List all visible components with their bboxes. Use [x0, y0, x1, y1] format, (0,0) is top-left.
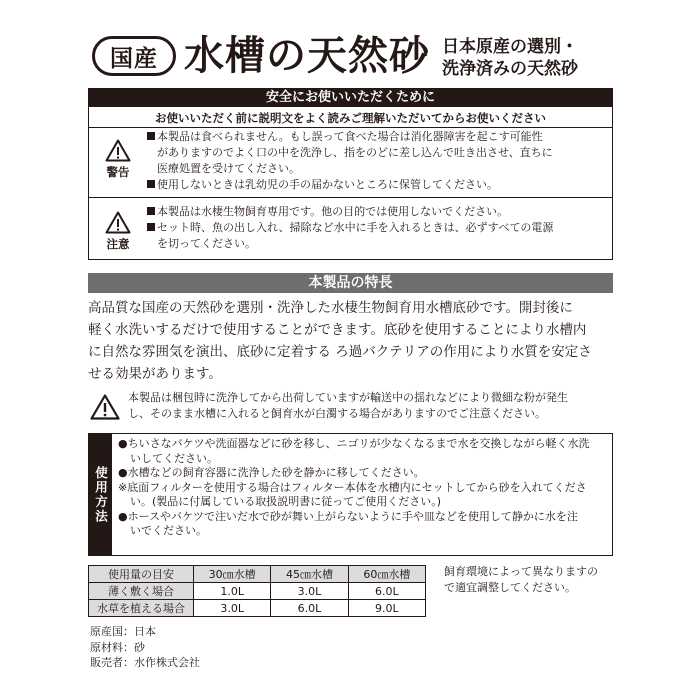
table-header-cell: 60㎝水槽: [348, 566, 425, 583]
subtitle-line: 日本原産の選別・: [442, 37, 578, 57]
usage-line: ●ちいさなバケツや洗面器などに砂を移し、ニゴリが少なくなるまで水を交換しながら軽く水洗: [118, 437, 590, 450]
handling-note: [88, 388, 613, 428]
features-heading: 本製品の特長: [88, 273, 613, 293]
warning-line: がありますのでよく口の中を洗浄し、指をのどに差し込んで吐き出させ、直ちに: [157, 146, 553, 159]
warning-block-icon: [89, 139, 147, 179]
table-note-line: 飼育環境によって異なりますの: [444, 565, 598, 578]
square-bullet-icon: [147, 132, 155, 140]
note-line: 本製品は梱包時に洗浄してから出荷していますが輸送中の揺れなどにより微細な粉が発生: [128, 391, 568, 404]
table-cell: 9.0L: [348, 600, 425, 617]
caution-line: セット時、魚の出し入れ、掃除など水中に手を入れるときは、必ずすべての電源: [157, 221, 554, 234]
table-row: [89, 600, 426, 617]
square-bullet-icon: [147, 180, 155, 188]
usage-section: [88, 433, 613, 556]
table-cell: 1.0L: [194, 583, 271, 600]
table-header-cell: 30㎝水槽: [194, 566, 271, 583]
table-row-header: 水草を植える場合: [89, 600, 194, 617]
warning-triangle-icon: [105, 139, 131, 162]
square-bullet-icon: [147, 223, 155, 231]
safety-section: [88, 88, 613, 260]
usage-line: いしてください。: [130, 451, 218, 465]
table-note-line: で適宜調整してください。: [444, 581, 576, 594]
usage-label: 使用方法: [89, 434, 112, 555]
warning-label: 警告: [106, 165, 130, 179]
table-cell: 3.0L: [194, 600, 271, 617]
product-info: [90, 624, 200, 671]
caution-label: 注意: [106, 237, 130, 251]
warning-triangle-icon: [90, 394, 120, 420]
usage-text: [118, 437, 610, 539]
subtitle-line: 洗浄済みの天然砂: [442, 59, 578, 79]
table-header-cell: 使用量の目安: [89, 566, 194, 583]
features-text: [88, 297, 613, 385]
warning-triangle-icon: [105, 211, 131, 234]
table-note: [444, 564, 614, 596]
safety-heading: 安全にお使いいただくために: [89, 89, 612, 107]
features-line: 高品質な国産の天然砂を選別・洗浄した水棲生物飼育用水槽底砂です。開封後に: [88, 300, 573, 316]
amount-table: [88, 565, 426, 617]
table-cell: 6.0L: [271, 600, 348, 617]
product-subtitle: [442, 36, 578, 80]
square-bullet-icon: [147, 207, 155, 215]
origin-line: 原産国：日本: [90, 625, 156, 638]
table-header-cell: 45㎝水槽: [271, 566, 348, 583]
warning-text: [147, 129, 613, 193]
caution-text: [147, 204, 613, 252]
features-line: 軽く水洗いするだけで使用することができます。底砂を使用することにより水槽内: [88, 322, 587, 338]
usage-line: いでください。: [130, 524, 207, 537]
usage-line: ●ホースやバケツで注いだ水で砂が舞い上がらないように手や皿などを使用して静かに水を注: [118, 509, 578, 523]
table-cell: 3.0L: [271, 583, 348, 600]
product-title: 水槽の天然砂: [184, 33, 430, 79]
safety-lead: お使いいただく前に説明文をよく読みご理解いただいてからお使いください: [155, 111, 546, 125]
usage-line: ●水槽などの飼育容器に洗浄した砂を静かに移してください。: [118, 466, 425, 479]
product-header: [92, 30, 617, 86]
features-line: に自然な雰囲気を演出、底砂に定着する ろ過バクテリアの作用により水質を安定さ: [88, 344, 592, 360]
warning-line: 使用しないときは乳幼児の手の届かないところに保管してください。: [157, 178, 498, 191]
table-cell: 6.0L: [348, 583, 425, 600]
note-line: し、そのまま水槽に入れると飼育水が白濁する場合がありますのでご注意ください。: [128, 407, 546, 420]
table-row: [89, 583, 426, 600]
caution-line: 本製品は水棲生物飼育専用です。他の目的では使用しないでください。: [157, 205, 509, 218]
table-row-header: 薄く敷く場合: [89, 583, 194, 600]
features-line: せる効果があります。: [88, 366, 222, 382]
seller-line: 販売者：水作株式会社: [90, 656, 200, 669]
warning-line: 本製品は食べられません。もし誤って食べた場合は消化器障害を起こす可能性: [157, 130, 543, 143]
caution-line: を切ってください。: [157, 237, 256, 250]
usage-line: ※底面フィルターを使用する場合はフィルター本体を水槽内にセットしてから砂を入れてくださ: [118, 480, 587, 494]
caution-block-icon: [89, 211, 147, 251]
usage-line: い。(製品に付属している取扱説明書に従ってご使用ください。): [130, 495, 442, 508]
table-header-row: [89, 566, 426, 583]
warning-line: 医療処置を受けてください。: [157, 162, 300, 175]
material-line: 原材料：砂: [90, 640, 145, 654]
divider: [89, 197, 612, 198]
domestic-badge: 国産: [92, 36, 176, 76]
